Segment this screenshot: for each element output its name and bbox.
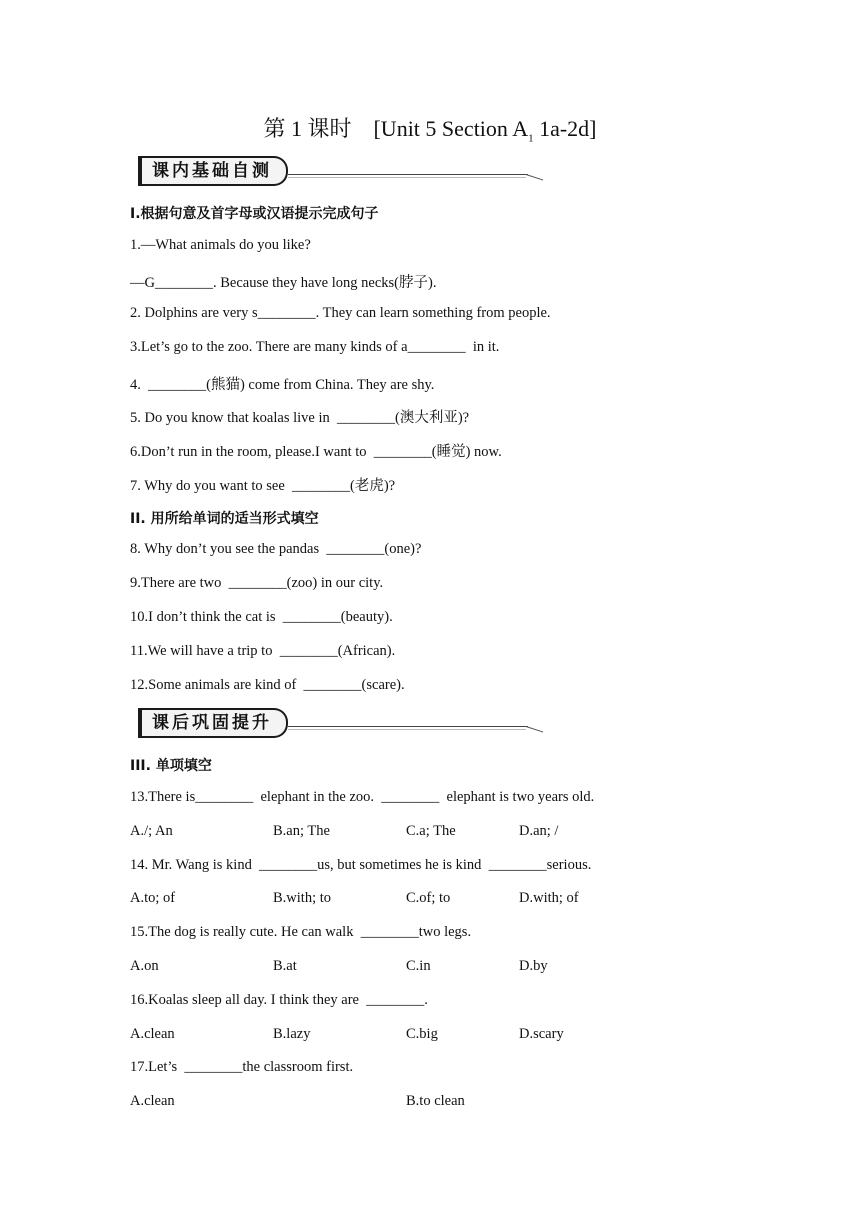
question-line: 2. Dolphins are very s________. They can learn something from people. (130, 305, 551, 321)
question-line: 11.We will have a trip to ________(African). (130, 643, 396, 659)
option-c: C.of; to (406, 890, 451, 906)
section-heading-2: II. 用所给单词的适当形式填空 (130, 511, 319, 527)
section-banner-after-class (138, 706, 542, 740)
question-line: 4. ________(熊猫) come from China. They are shy. (130, 377, 435, 393)
title-tail: 1a-2d] (533, 116, 597, 141)
question-line: 1.—What animals do you like? (130, 237, 311, 253)
option-c: C.big (406, 1026, 438, 1042)
question-line: 15.The dog is really cute. He can walk ________two legs. (130, 924, 472, 940)
banner-rule-thin (288, 177, 526, 178)
section-heading-1: I.根据句意及首字母或汉语提示完成句子 (130, 206, 379, 222)
question-line: 12.Some animals are kind of ________(scare). (130, 677, 405, 693)
title-subscript: 1 (528, 132, 534, 145)
question-line: 3.Let’s go to the zoo. There are many kinds of a________ in it. (130, 339, 500, 355)
option-a: A.to; of (130, 890, 176, 906)
question-line: 13.There is________ elephant in the zoo. ________ elephant is two years old. (130, 789, 595, 805)
option-d: D.with; of (519, 890, 579, 906)
banner-rule (288, 174, 528, 175)
option-b: B.an; The (273, 823, 330, 839)
option-b: B.to clean (406, 1093, 465, 1109)
question-line: 8. Why don’t you see the pandas ________(one)? (130, 541, 422, 557)
option-b: B.with; to (273, 890, 332, 906)
option-a: A./; An (130, 823, 173, 839)
option-d: D.scary (519, 1026, 564, 1042)
option-d: D.an; / (519, 823, 559, 839)
option-a: A.on (130, 958, 159, 974)
banner-label: 课后巩固提升 (138, 708, 288, 738)
option-a: A.clean (130, 1093, 175, 1109)
question-line: 9.There are two ________(zoo) in our city. (130, 575, 384, 591)
option-c: C.in (406, 958, 431, 974)
question-line: 7. Why do you want to see ________(老虎)? (130, 478, 396, 494)
question-line: —G________. Because they have long necks(脖子). (130, 275, 437, 291)
banner-label: 课内基础自测 (138, 156, 288, 186)
title-main: 第 1 课时 [Unit 5 Section A (263, 116, 529, 141)
question-line: 16.Koalas sleep all day. I think they are ________. (130, 992, 428, 1008)
option-a: A.clean (130, 1026, 175, 1042)
section-heading-3: III. 单项填空 (130, 758, 212, 774)
question-line: 14. Mr. Wang is kind ________us, but sometimes he is kind ________serious. (130, 857, 592, 873)
banner-rule-tail (526, 726, 543, 733)
question-line: 5. Do you know that koalas live in ________(澳大利亚)? (130, 410, 470, 426)
banner-rule (288, 726, 528, 727)
question-line: 17.Let’s ________the classroom first. (130, 1059, 354, 1075)
banner-rule-tail (526, 174, 543, 181)
page-title (0, 112, 860, 144)
option-b: B.at (273, 958, 297, 974)
section-banner-in-class (138, 154, 542, 188)
banner-rule-thin (288, 729, 526, 730)
option-d: D.by (519, 958, 548, 974)
question-line: 6.Don’t run in the room, please.I want to ________(睡觉) now. (130, 444, 502, 460)
option-c: C.a; The (406, 823, 456, 839)
question-line: 10.I don’t think the cat is ________(beauty). (130, 609, 393, 625)
option-b: B.lazy (273, 1026, 311, 1042)
